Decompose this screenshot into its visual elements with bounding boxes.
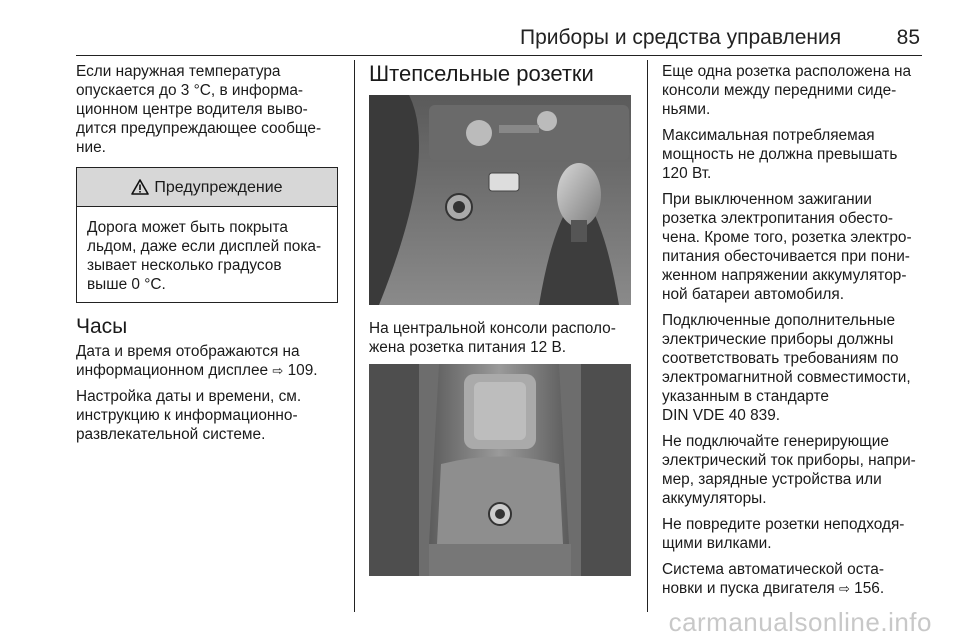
column-3 <box>662 62 924 605</box>
reference-arrow-icon: ⇨ <box>838 581 850 596</box>
clock-reference-page[interactable]: 109. <box>287 362 318 379</box>
warning-title: Предупреждение <box>154 178 283 196</box>
warning-box <box>76 167 338 303</box>
page-header-title: Приборы и средства управления <box>520 26 842 49</box>
header-rule <box>76 55 922 56</box>
stop-start-text: Система автоматической оста- новки и пуска двигателя <box>662 561 884 597</box>
clock-paragraph-1-text: Дата и время отображаются на информационном дисплее <box>76 343 300 379</box>
clock-heading: Часы <box>76 315 128 338</box>
page-number: 85 <box>896 26 920 49</box>
sockets-paragraph-6: Не повредите розетки неподходя- щими вилками. <box>662 516 905 552</box>
intro-paragraph: Если наружная температура опускается до 3 °C, в информа- ционном центре водителя выво- дится предупреждающее сообще- ние. <box>76 63 322 156</box>
warning-triangle-icon <box>131 179 149 195</box>
sockets-paragraph-3: При выключенном зажигании розетка электропитания обесто- чена. Кроме того, розетка электро- питания обесточивается при пони- женном напряжении аккумулятор- ной батареи автомобиля. <box>662 191 912 303</box>
watermark: carmanualsonline.info <box>668 607 932 637</box>
warning-header <box>77 168 337 207</box>
column-2 <box>369 62 633 590</box>
between-seats-socket-photo <box>369 364 631 576</box>
sockets-paragraph-2: Максимальная потребляемая мощность не должна превышать 120 Вт. <box>662 127 898 182</box>
column-1 <box>76 62 338 451</box>
sockets-paragraph-1: Еще одна розетка расположена на консоли между передними сиде- ньями. <box>662 63 912 118</box>
socket-photo-caption: На центральной консоли располо- жена розетка питания 12 В. <box>369 320 616 356</box>
column-divider-2 <box>647 60 648 612</box>
column-divider-1 <box>354 60 355 612</box>
clock-paragraph-2: Настройка даты и времени, см. инструкцию к информационно- развлекательной системе. <box>76 388 302 443</box>
sockets-paragraph-5: Не подключайте генерирующие электрический ток приборы, напри- мер, зарядные устройства или аккумуляторы. <box>662 433 916 507</box>
sockets-paragraph-4: Подключенные дополнительные электрические приборы должны соответствовать требованиям по электромагнитной совместимости, указанным в стандарте DIN VDE 40 839. <box>662 312 911 424</box>
sockets-paragraph-7 <box>662 560 924 598</box>
sockets-heading: Штепсельные розетки <box>369 61 594 86</box>
center-console-socket-photo <box>369 95 631 305</box>
clock-paragraph-1 <box>76 342 338 380</box>
warning-text: Дорога может быть покрыта льдом, даже если дисплей пока- зывает несколько градусов выше 0 °C. <box>87 219 322 293</box>
reference-arrow-icon: ⇨ <box>272 363 284 378</box>
stop-start-reference-page[interactable]: 156. <box>854 580 885 597</box>
